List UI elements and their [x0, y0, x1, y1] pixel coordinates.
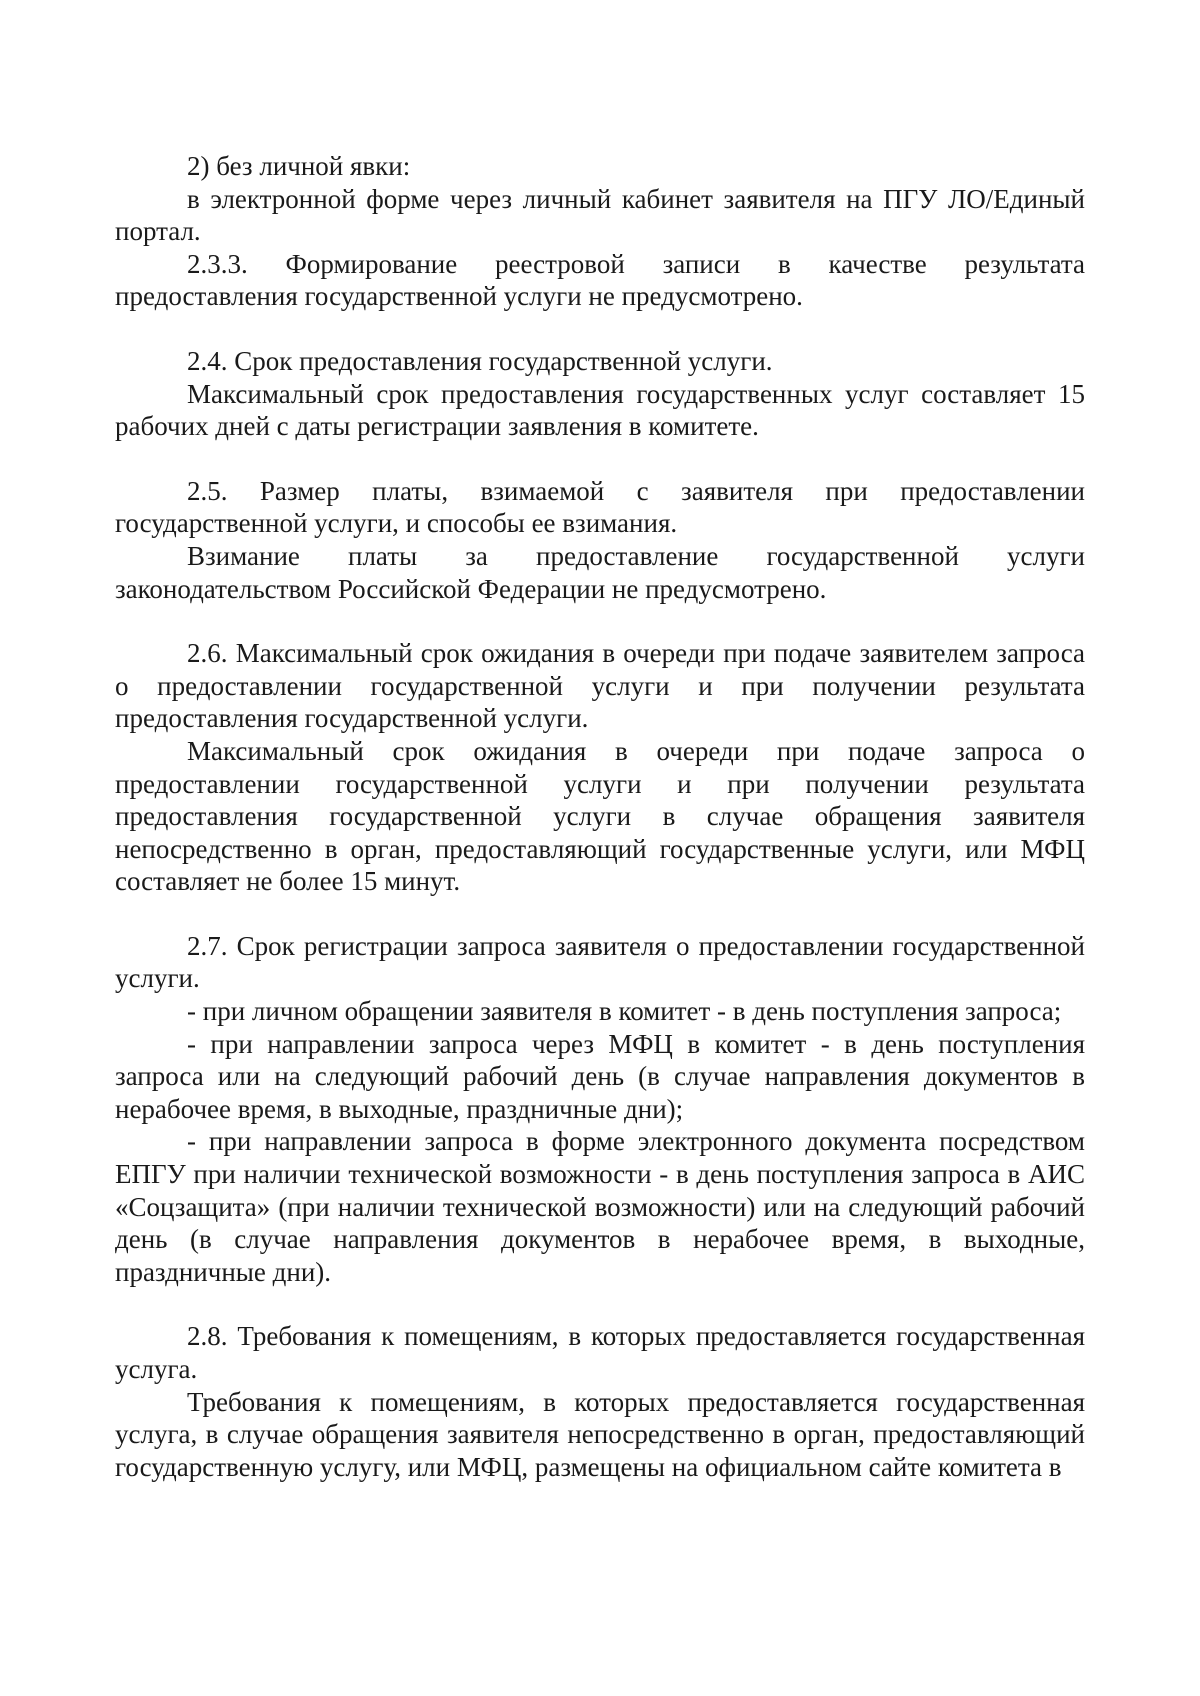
- paragraph-without-personal-visit: 2) без личной явки:: [187, 151, 411, 181]
- section-spacer: [115, 605, 1085, 637]
- heading-2-4: 2.4. Срок предоставления государственной услуги.: [187, 345, 773, 376]
- paragraph-2-5-body: Взимание платы за предоставление государственной услуги законодательством Российской Федерации не предусмотрено.: [115, 540, 1085, 604]
- list-item-electronic: - при направлении запроса в форме электронного документа посредством ЕПГУ при наличии технической возможности - в день поступления запроса в АИС «Соцзащита» (при наличии технической возможности) или на следующий рабочий день (в случае направления документов в нерабочее время, в выходные, праздничные дни).: [115, 1126, 1085, 1287]
- paragraph-2-4-body: Максимальный срок предоставления государственных услуг составляет 15 рабочих дней с даты регистрации заявления в комитете.: [115, 378, 1085, 442]
- section-spacer: [115, 313, 1085, 345]
- section-spacer: [115, 898, 1085, 930]
- paragraph-2-8-body: Требования к помещениям, в которых предоставляется государственная услуга, в случае обращения заявителя непосредственно в орган, предоставляющий государственную услугу, или МФЦ, размещены на официальном сайте комитета в: [115, 1386, 1085, 1482]
- heading-2-7: 2.7. Срок регистрации запроса заявителя о предоставлении государственной услуги.: [115, 930, 1085, 994]
- list-item-via-mfc: - при направлении запроса через МФЦ в комитет - в день поступления запроса или на следующий рабочий день (в случае направления документов в нерабочее время, в выходные, праздничные дни);: [115, 1028, 1085, 1124]
- heading-2-6: 2.6. Максимальный срок ожидания в очереди при подаче заявителем запроса о предоставлении государственной услуги и при получении результата предоставления государственной услуги.: [115, 638, 1085, 734]
- section-spacer: [115, 1288, 1085, 1320]
- heading-2-8: 2.8. Требования к помещениям, в которых предоставляется государственная услуга.: [115, 1321, 1085, 1384]
- document-page: [115, 150, 1085, 1483]
- section-spacer: [115, 443, 1085, 475]
- paragraph-2-3-3: 2.3.3. Формирование реестровой записи в качестве результата предоставления государственной услуги не предусмотрено.: [115, 248, 1085, 312]
- paragraph-electronic-form: в электронной форме через личный кабинет заявителя на ПГУ ЛО/Единый портал.: [115, 183, 1085, 247]
- heading-2-5: 2.5. Размер платы, взимаемой с заявителя при предоставлении государственной услуги, и способы ее взимания.: [115, 475, 1085, 539]
- list-item-personal-visit: - при личном обращении заявителя в комитет - в день поступления запроса;: [187, 996, 1062, 1027]
- paragraph-2-6-body: Максимальный срок ожидания в очереди при подаче запроса о предоставлении государственной услуги и при получении результата предоставления государственной услуги в случае обращения заявителя непосредственно в орган, предоставляющий государственные услуги, или МФЦ составляет не более 15 минут.: [115, 735, 1085, 897]
